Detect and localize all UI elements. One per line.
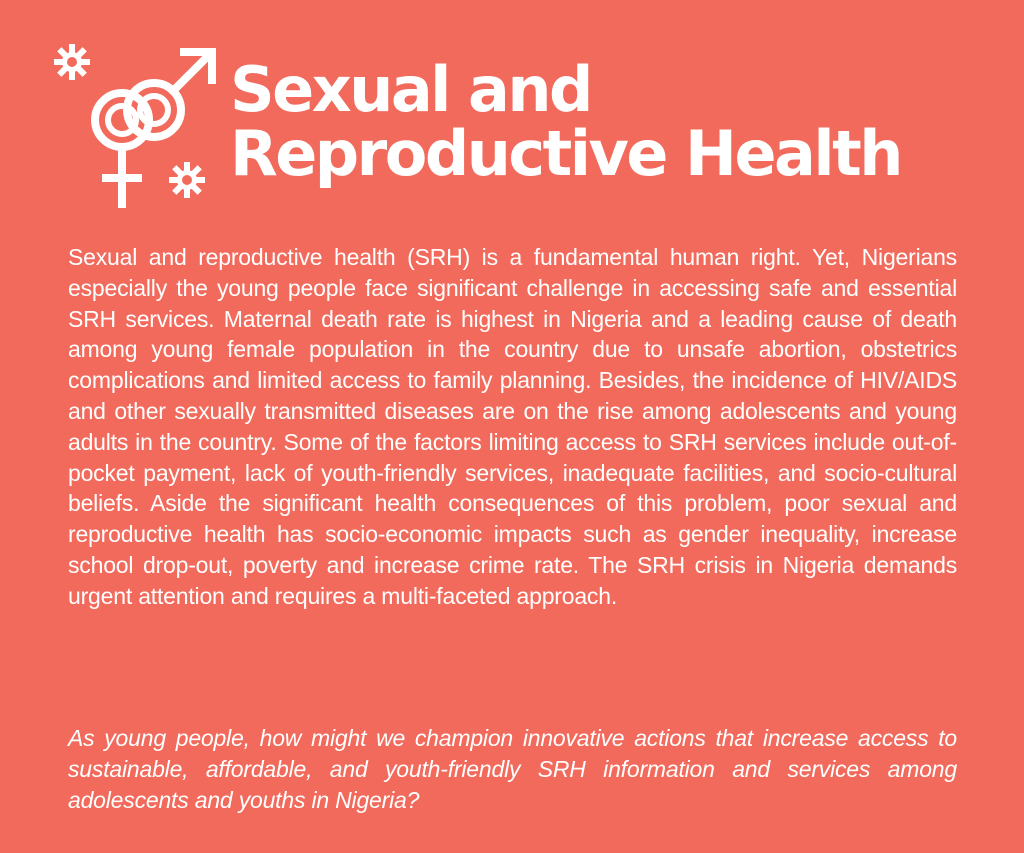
title-line-1: Sexual and [230,53,591,126]
page-title [230,53,901,190]
header [52,40,992,215]
gender-symbols-icon [52,40,222,210]
body-paragraph: Sexual and reproductive health (SRH) is a fundamental human right. Yet, Nigerians especially the young people face significant challenge in accessing safe and essential SRH services. Maternal death rate is highest in Nigeria and a leading cause of death among young female population in the country due to unsafe abortion, obstetrics complications and limited access to family planning. Besides, the incidence of HIV/AIDS and other sexually transmitted diseases are on the rise among adolescents and young adults in the country. Some of the factors limiting access to SRH services include out-of-pocket payment, lack of youth-friendly services, inadequate facilities, and socio-cultural beliefs. Aside the significant health consequences of this problem, poor sexual and reproductive health has socio-economic impacts such as gender inequality, increase school drop-out, poverty and increase crime rate. The SRH crisis in Nigeria demands urgent attention and requires a multi-faceted approach. [68,244,957,609]
title-line-2: Reproductive Health [230,117,901,190]
question-paragraph: As young people, how might we champion innovative actions that increase access to sustainable, affordable, and youth-friendly SRH information and services among adolescents and youths in Nigeria? [68,725,957,813]
